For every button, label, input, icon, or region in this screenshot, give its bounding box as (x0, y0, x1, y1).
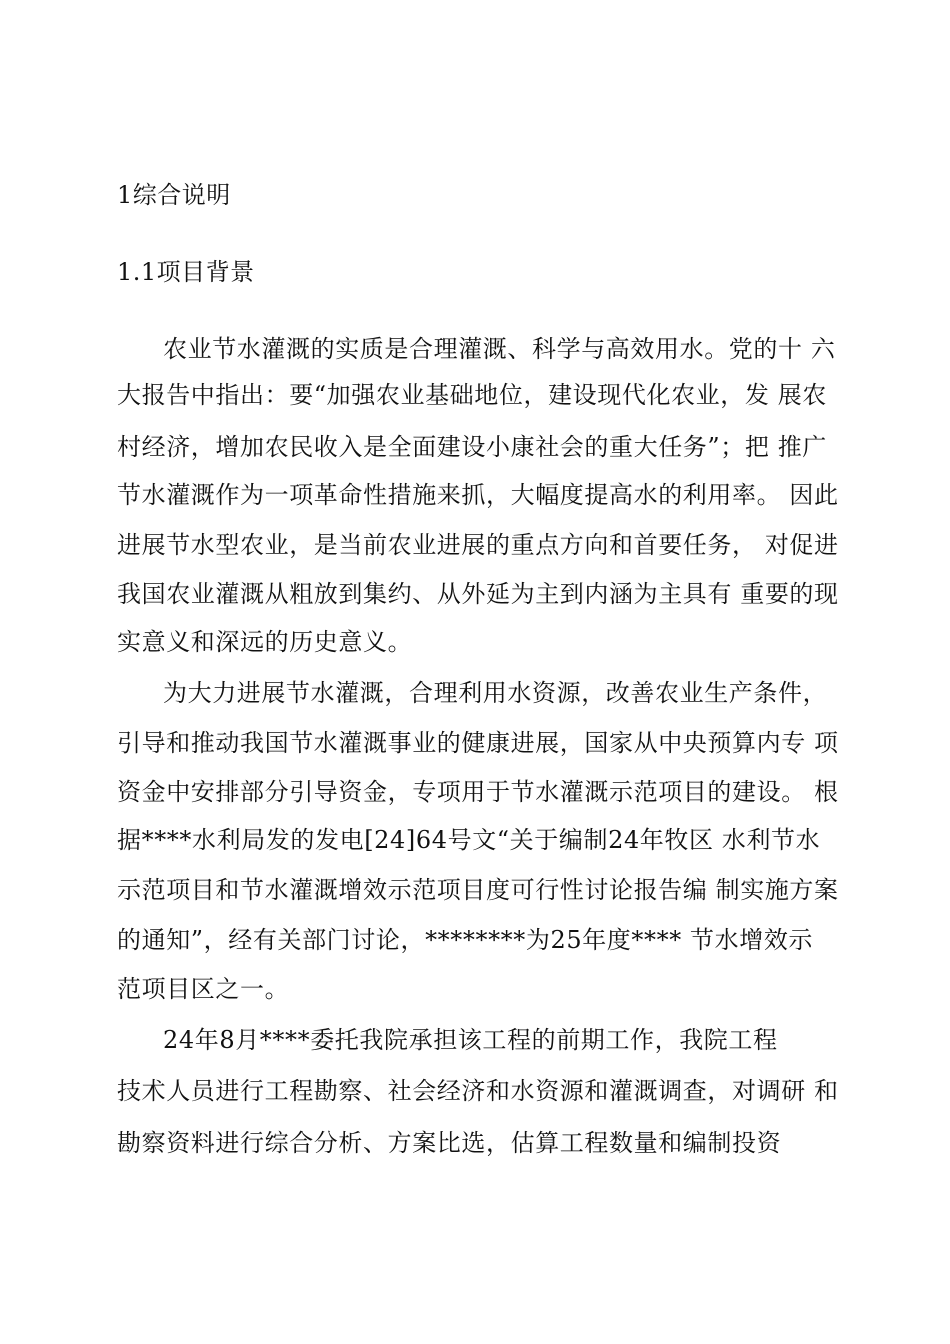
paragraph-line: 示范项目和节水灌溉增效示范项目度可行性讨论报告编 制实施方案 (117, 876, 839, 904)
paragraph-line: 引导和推动我国节水灌溉事业的健康进展，国家从中央预算内专 项 (117, 729, 839, 757)
paragraph-line: 节水灌溉作为一项革命性措施来抓，大幅度提高水的利用率。 因此 (117, 481, 839, 509)
paragraph-line: 农业节水灌溉的实质是合理灌溉、科学与高效用水。党的十 六 (163, 335, 836, 363)
section-heading: 1综合说明 (117, 181, 231, 209)
paragraph-line: 为大力进展节水灌溉，合理利用水资源，改善农业生产条件， (163, 679, 828, 707)
paragraph-line: 24年8月****委托我院承担该工程的前期工作，我院工程 (163, 1026, 778, 1054)
paragraph-line: 的通知”，经有关部门讨论，********为25年度**** 节水增效示 (117, 926, 814, 954)
paragraph-line: 大报告中指出：要“加强农业基础地位，建设现代化农业，发 展农 (117, 381, 827, 409)
paragraph-line: 技术人员进行工程勘察、社会经济和水资源和灌溉调查，对调研 和 (117, 1077, 839, 1105)
paragraph-line: 我国农业灌溉从粗放到集约、从外延为主到内涵为主具有 重要的现 (117, 580, 839, 608)
paragraph-line: 村经济，增加农民收入是全面建设小康社会的重大任务”；把 推广 (117, 433, 827, 461)
subsection-heading: 1.1项目背景 (117, 258, 255, 286)
paragraph-line: 范项目区之一。 (117, 975, 290, 1003)
paragraph-line: 实意义和深远的历史意义。 (117, 628, 413, 656)
paragraph-line: 据****水利局发的发电[24]64号文“关于编制24年牧区 水利节水 (117, 826, 821, 854)
paragraph-line: 资金中安排部分引导资金，专项用于节水灌溉示范项目的建设。 根 (117, 778, 839, 806)
paragraph-line: 进展节水型农业，是当前农业进展的重点方向和首要任务， 对促进 (117, 531, 839, 559)
paragraph-line: 勘察资料进行综合分析、方案比选，估算工程数量和编制投资 (117, 1129, 782, 1157)
